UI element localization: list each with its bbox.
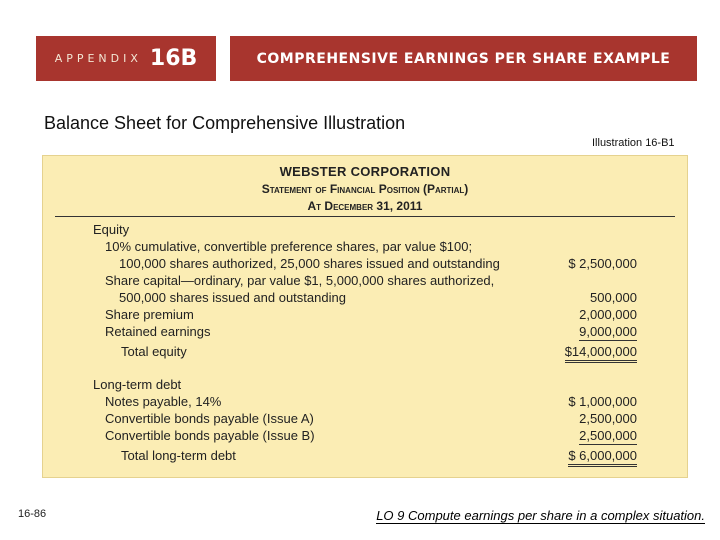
row-label: Share capital—ordinary, par value $1, 5,000,000 shares authorized, [105, 273, 495, 288]
statement-row [43, 323, 687, 340]
statement-row [43, 255, 687, 272]
row-amount: 2,500,000 [579, 428, 637, 443]
learning-objective: LO 9 Compute earnings per share in a complex situation. [376, 508, 705, 523]
statement-row [43, 306, 687, 323]
row-label: Notes payable, 14% [105, 394, 222, 409]
row-amount: $14,000,000 [565, 343, 637, 363]
row-label: Long-term debt [93, 377, 182, 392]
row-label: Equity [93, 222, 130, 237]
statement-row [43, 410, 687, 427]
row-label: Convertible bonds payable (Issue B) [105, 428, 315, 443]
row-amount: 2,000,000 [579, 307, 637, 322]
statement-panel [42, 155, 688, 478]
statement-row [43, 238, 687, 255]
row-amount: $ 2,500,000 [568, 256, 637, 271]
slide-title: Balance Sheet for Comprehensive Illustration [44, 113, 406, 133]
page-number: 16-86 [18, 508, 47, 520]
row-amount: $ 1,000,000 [568, 394, 637, 409]
illustration-label: Illustration 16-B1 [592, 137, 675, 149]
row-amount: $ 6,000,000 [568, 447, 637, 467]
row-label: Total long-term debt [121, 448, 236, 463]
appendix-number: 16B [149, 46, 198, 71]
row-label: 100,000 shares authorized, 25,000 shares issued and outstanding [119, 256, 500, 271]
company-name: WEBSTER CORPORATION [279, 164, 451, 179]
statement-row [43, 272, 687, 289]
statement-title: Statement of Financial Position (Partial) [261, 182, 469, 196]
row-amount: 2,500,000 [579, 411, 637, 426]
header-rule [55, 216, 675, 217]
statement-row [43, 447, 687, 464]
appendix-word: APPENDIX [54, 52, 142, 65]
row-amount: 500,000 [590, 290, 637, 305]
row-label: Convertible bonds payable (Issue A) [105, 411, 314, 426]
row-label: 10% cumulative, convertible preference shares, par value $100; [105, 239, 473, 254]
appendix-badge [36, 36, 216, 81]
statement-date: At December 31, 2011 [307, 199, 423, 213]
row-label: Retained earnings [105, 324, 211, 339]
statement-row [43, 376, 687, 393]
row-label: 500,000 shares issued and outstanding [119, 290, 346, 305]
statement-row [43, 289, 687, 306]
row-amount: 9,000,000 [579, 324, 637, 339]
banner-title: COMPREHENSIVE EARNINGS PER SHARE EXAMPLE [230, 36, 697, 81]
statement-row [43, 343, 687, 360]
statement-row [43, 221, 687, 238]
row-label: Total equity [121, 344, 187, 359]
row-label: Share premium [105, 307, 194, 322]
statement-row [43, 393, 687, 410]
statement-row [43, 427, 687, 444]
